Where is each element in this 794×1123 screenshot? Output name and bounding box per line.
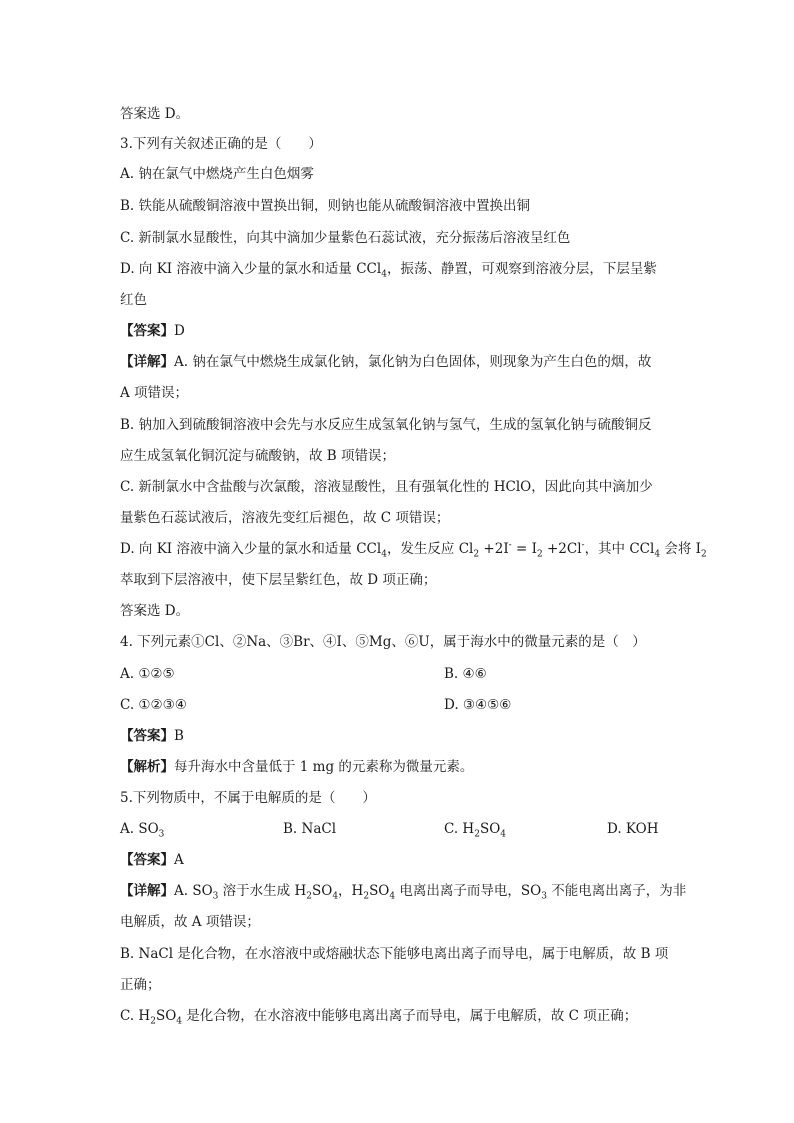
text-segment: D. 向 KI 溶液中滴入少量的氯水和适量 CCl <box>120 541 382 557</box>
subscript: 4 <box>381 549 387 560</box>
subscript: 2 <box>701 549 707 560</box>
answer-label: 【答案】 <box>120 728 174 744</box>
answer-value: D <box>174 323 185 339</box>
answer-label: 【答案】 <box>120 852 174 868</box>
text-segment: D. 向 KI 溶液中滴入少量的氯水和适量 CCl <box>120 261 382 277</box>
text-line: B. 钠加入到硫酸铜溶液中会先与水反应生成氢氧化钠与氢气，生成的氢氧化钠与硫酸铜反 <box>120 417 652 433</box>
subscript: 3 <box>158 829 165 840</box>
subscript: 2 <box>474 829 480 840</box>
text-segment: 电离出离子而导电，SO <box>395 883 542 899</box>
option-d: D. KOH <box>607 821 659 837</box>
text-segment: ，H <box>338 883 364 899</box>
text-segment: ，振荡、静置，可观察到溶液分层，下层呈紫 <box>386 261 657 277</box>
option-d: D. ③④⑤⑥ <box>444 697 512 713</box>
text-segment: 是化合物，在水溶液中能够电离出离子而导电，属于电解质，故 C 项正确； <box>182 1008 638 1024</box>
reaction-line <box>120 539 707 560</box>
superscript: - <box>508 540 512 551</box>
text-segment: C. H <box>120 1008 151 1024</box>
text-segment: ，其中 CCl <box>584 541 655 557</box>
analysis-line <box>120 757 680 777</box>
option-a: A. 钠在氯气中燃烧产生白色烟雾 <box>120 166 314 182</box>
subscript: 4 <box>500 829 507 840</box>
text-segment: 溶于水生成 H <box>218 883 307 899</box>
question-3-stem: 3.下列有关叙述正确的是（ ） <box>120 136 322 152</box>
option-d <box>120 259 680 279</box>
text-line: 红色 <box>120 292 147 308</box>
option-a <box>120 819 164 839</box>
option-c <box>444 819 506 839</box>
subscript: 2 <box>150 1016 156 1027</box>
subscript: 2 <box>363 891 370 902</box>
text-segment: SO <box>369 883 390 899</box>
text-segment: +2I <box>479 541 509 557</box>
analysis-label: 【解析】 <box>120 759 174 775</box>
text-segment: A. SO <box>174 883 213 899</box>
text-segment: = I <box>511 541 537 557</box>
text-line: 应生成氢氧化铜沉淀与硫酸钠，故 B 项错误； <box>120 448 396 464</box>
text-line: 萃取到下层溶液中，使下层呈紫红色，故 D 项正确； <box>120 572 437 588</box>
answer-line <box>120 850 680 870</box>
text-line: B. NaCl 是化合物，在水溶液中或熔融状态下能够电离出离子而导电，属于电解质，故 B 项 <box>120 946 669 962</box>
subscript: 4 <box>332 891 339 902</box>
text-segment: A. 钠在氯气中燃烧生成氯化钠，氯化钠为白色固体，则现象为产生白色的烟，故 <box>174 354 652 370</box>
subscript: 3 <box>212 891 219 902</box>
option-a: A. ①②⑤ <box>120 666 175 682</box>
explanation-label: 【详解】 <box>120 354 174 370</box>
text-line: C. 新制氯水中含盐酸与次氯酸，溶液显酸性，且有强氧化性的 HClO，因此向其中滴加少 <box>120 479 653 495</box>
answer-label: 【答案】 <box>120 323 174 339</box>
subscript: 4 <box>654 549 661 560</box>
answer-line <box>120 321 680 341</box>
text-line: 答案选 D。 <box>120 603 190 619</box>
subscript: 3 <box>541 891 547 902</box>
option-b: B. NaCl <box>283 821 337 837</box>
text-segment: A. SO <box>120 821 159 837</box>
explanation-line <box>120 881 687 902</box>
text-line: 正确； <box>120 977 161 993</box>
text-segment: SO <box>479 821 501 837</box>
text-segment: 会将 I <box>660 541 701 557</box>
subscript: 2 <box>473 549 480 560</box>
option-b: B. 铁能从硫酸铜溶液中置换出铜，则钠也能从硫酸铜溶液中置换出铜 <box>120 198 531 214</box>
subscript: 4 <box>176 1016 183 1027</box>
question-5-stem: 5.下列物质中，不属于电解质的是（ ） <box>120 790 376 806</box>
option-c: C. 新制氯水显酸性，向其中滴加少量紫色石蕊试液，充分振荡后溶液呈红色 <box>120 230 571 246</box>
text-segment: ，发生反应 Cl <box>386 541 474 557</box>
subscript: 2 <box>306 891 312 902</box>
text-segment: SO <box>311 883 333 899</box>
text-line <box>120 1006 680 1026</box>
answer-line <box>120 726 680 746</box>
text-segment: 不能电离出离子，为非 <box>546 883 687 899</box>
text-line: A 项错误； <box>120 385 189 401</box>
answer-value: A <box>174 852 184 868</box>
answer-value: B <box>174 728 184 744</box>
explanation-label: 【详解】 <box>120 883 174 899</box>
text-line: 电解质，故 A 项错误； <box>120 914 260 930</box>
text-segment: 每升海水中含量低于 1 mg 的元素称为微量元素。 <box>174 759 474 775</box>
text-segment: C. H <box>444 821 475 837</box>
option-b: B. ④⑥ <box>444 666 487 682</box>
subscript: 4 <box>389 891 396 902</box>
text-segment: +2Cl <box>542 541 582 557</box>
subscript: 2 <box>536 549 543 560</box>
text-line: 量紫色石蕊试液后，溶液先变红后褪色，故 C 项错误； <box>120 510 450 526</box>
subscript: 4 <box>381 269 387 280</box>
text-segment: SO <box>155 1008 177 1024</box>
question-4-stem: 4. 下列元素①Cl、②Na、③Br、④I、⑤Mg、⑥U，属于海水中的微量元素的是（ ） <box>120 634 646 650</box>
option-c: C. ①②③④ <box>120 697 187 713</box>
explanation-line <box>120 352 680 372</box>
text-line: 答案选 D。 <box>120 106 190 122</box>
superscript: - <box>581 540 585 551</box>
